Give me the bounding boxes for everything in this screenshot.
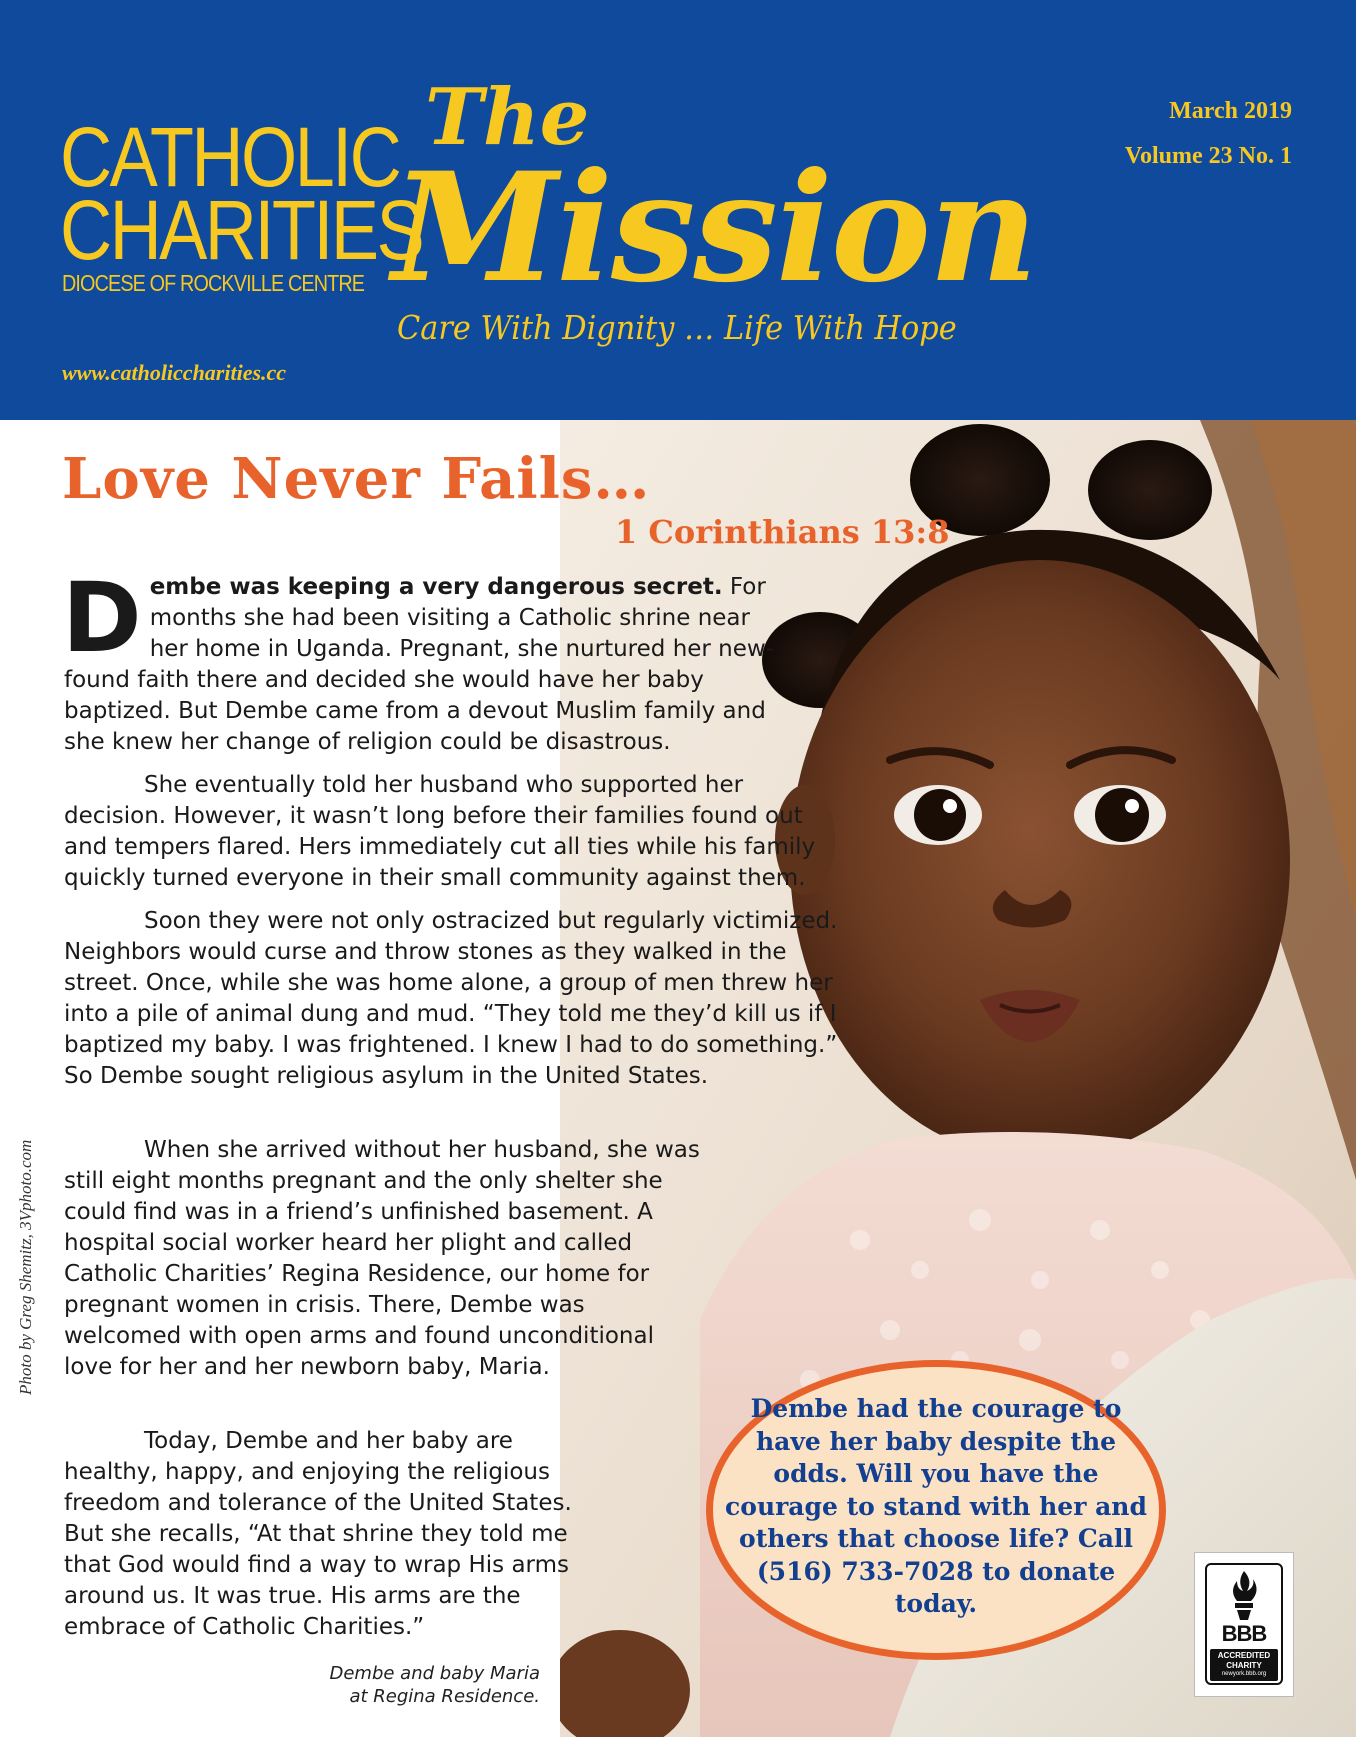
article-headline: Love Never Fails…: [62, 446, 651, 512]
photo-caption: [300, 1662, 540, 1708]
bbb-accredited-label: ACCREDITED: [1217, 1651, 1271, 1660]
bbb-charity-label: CHARITY: [1226, 1661, 1262, 1670]
caption-line-1: Dembe and baby Maria: [329, 1663, 540, 1684]
article-paragraph-4: When she arrived without her husband, she was still eight months pregnant and the only shelter she could find was in a friend’s unfinished basement. A hospital social worker heard her plight and called Catholic Charities’ Regina Residence, our home for pregnant women in crisis. There, Dembe was welcomed with open arms and found unconditional love for her and her newborn baby, Maria.: [64, 1137, 700, 1380]
tagline: Care With Dignity … Life With Hope: [397, 308, 957, 347]
bbb-label-bar: [1210, 1649, 1278, 1681]
paragraph-1-text: For months she had been visiting a Catholic shrine near her home in Uganda. Pregnant, she nurtured her new-found faith there and decided she would have her baby baptized. But Dembe came from a devout Muslim family and she knew her change of religion could be disastrous.: [64, 574, 775, 755]
torch-icon: [1207, 1565, 1281, 1625]
donation-callout-text: Dembe had the courage to have her baby despite the odds. Will you have the courage to stand with her and others that choose life? Call (516) 733-7028 to donate today.: [725, 1394, 1147, 1618]
article-paragraph-1: [62, 562, 784, 758]
bbb-letters: BBB: [1221, 1621, 1267, 1646]
logo-catholic: CATHOLIC: [60, 110, 400, 204]
article-paragraph-5: Today, Dembe and her baby are healthy, happy, and enjoying the religious freedom and tolerance of the United States. But she recalls, “At that shrine they told me that God would find a way to wrap His arms around us. It was true. His arms are the embrace of Catholic Charities.”: [64, 1428, 572, 1640]
masthead: [0, 0, 1356, 420]
drop-cap: D: [62, 562, 142, 674]
issue-date: March 2019: [1169, 98, 1292, 124]
bbb-accredited-badge: [1194, 1552, 1294, 1697]
title-the: The: [425, 72, 590, 163]
bbb-seal: [1205, 1563, 1283, 1685]
caption-line-2: at Regina Residence.: [349, 1686, 540, 1707]
logo-charities: CHARITIES: [60, 183, 423, 277]
title-mission: Mission: [392, 140, 1037, 316]
article-paragraph-2: She eventually told her husband who supported her decision. However, it wasn’t long before their families found out and tempers flared. Hers immediately cut all ties while his family quickly turned everyone in their small community against them.: [64, 772, 816, 891]
lead-sentence: embe was keeping a very dangerous secret.: [149, 574, 723, 600]
issue-volume: Volume 23 No. 1: [1124, 143, 1292, 169]
scripture-reference: 1 Corinthians 13:8: [615, 513, 950, 551]
article-paragraph-3: Soon they were not only ostracized but regularly victimized. Neighbors would curse and throw stones as they walked in the street. Once, while she was home alone, a group of men threw her into a pile of animal dung and mud. “They told me they’d kill us if I baptized my baby. I was frightened. I knew I had to do something.” So Dembe sought religious asylum in the United States.: [64, 908, 838, 1089]
bbb-domain-label: newyork.bbb.org: [1221, 1671, 1267, 1677]
website-link[interactable]: www.catholiccharities.cc: [62, 360, 287, 385]
logo-diocese: DIOCESE OF ROCKVILLE CENTRE: [62, 270, 365, 296]
photo-credit: Photo by Greg Shemitz, 3Vphoto.com: [16, 1139, 35, 1395]
